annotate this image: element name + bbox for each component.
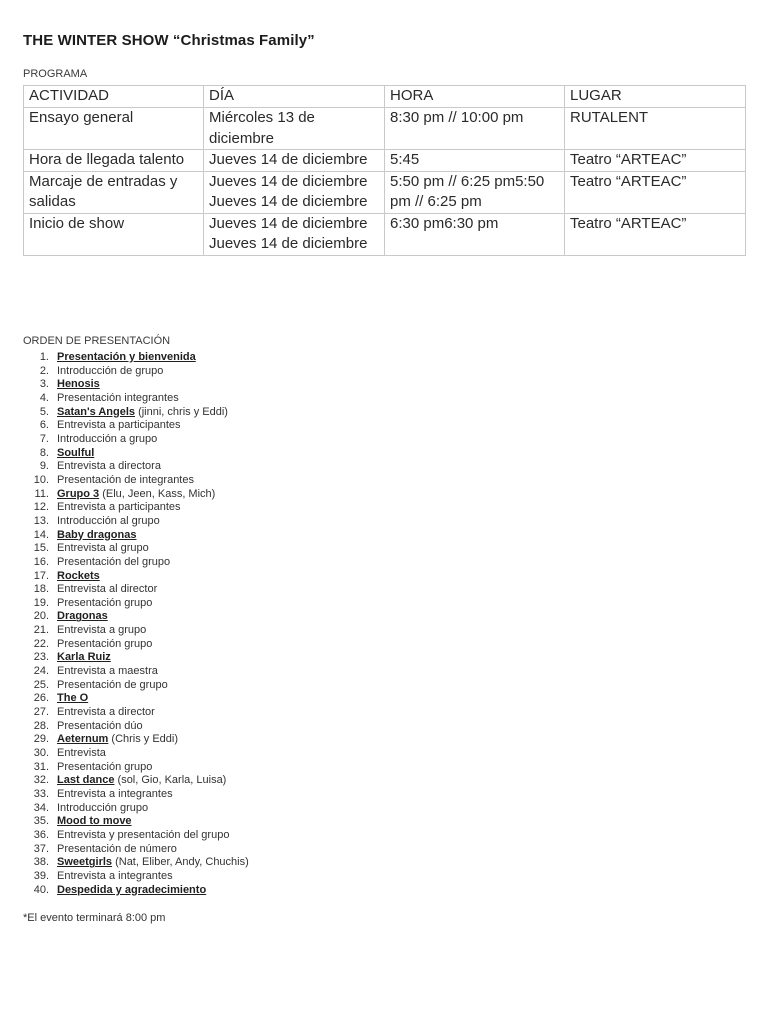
end-note: *El evento terminará 8:00 pm <box>23 912 166 924</box>
cell-hora: 5:50 pm // 6:25 pm5:50 pm // 6:25 pm <box>385 171 565 213</box>
cell-actividad: Inicio de show <box>24 213 204 255</box>
cell-hora: 8:30 pm // 10:00 pm <box>385 108 565 150</box>
list-item-label: Presentación del grupo <box>57 555 171 568</box>
list-item-label: Entrevista a integrantes <box>57 788 173 800</box>
list-item-number: 2. <box>39 364 49 377</box>
list-item-act-name: Sweetgirls <box>57 856 113 869</box>
table-row <box>24 171 746 213</box>
cell-hora: 5:45 <box>385 150 565 172</box>
list-item-label: Entrevista a grupo <box>57 624 147 637</box>
list-item-number: 33. <box>33 788 49 800</box>
list-item <box>23 788 523 802</box>
list-item-act-name: Soulful <box>57 446 95 459</box>
list-item-members: (Elu, Jeen, Kass, Mich) <box>99 487 216 500</box>
list-item-label: Entrevista a integrantes <box>57 869 173 882</box>
list-item-number: 6. <box>39 419 49 432</box>
table-row <box>24 213 746 255</box>
cell-dia: Jueves 14 de diciembre Jueves 14 de diciembre <box>204 171 385 213</box>
list-item-act-name: Satan's Angels <box>57 405 136 418</box>
list-item <box>23 351 523 365</box>
list-item <box>23 542 523 556</box>
list-item-members: (Chris y Eddi) <box>108 733 179 746</box>
list-item-label: Entrevista a director <box>57 706 155 719</box>
list-item-number: 31. <box>33 760 49 773</box>
list-item <box>23 406 523 420</box>
list-item <box>23 692 523 706</box>
list-item <box>23 624 523 638</box>
list-item-label: Entrevista al director <box>57 583 158 596</box>
list-item-number: 30. <box>33 747 49 760</box>
schedule-table <box>23 85 746 256</box>
list-item <box>23 829 523 843</box>
list-item <box>23 515 523 529</box>
list-item-number: 36. <box>33 828 49 841</box>
list-item-number: 11. <box>34 487 49 500</box>
list-item-label: Introducción de grupo <box>57 364 164 377</box>
list-item <box>23 556 523 570</box>
cell-dia: Jueves 14 de diciembre Jueves 14 de diciembre <box>204 213 385 255</box>
page-title: THE WINTER SHOW “Christmas Family” <box>23 32 315 49</box>
list-item <box>23 447 523 461</box>
list-item-number: 8. <box>39 446 49 459</box>
list-item-label: Introducción al grupo <box>57 514 160 527</box>
list-item <box>23 392 523 406</box>
list-item-label: Entrevista a participantes <box>57 419 181 432</box>
list-item <box>23 419 523 433</box>
list-item <box>23 433 523 447</box>
list-item-act-name: Dragonas <box>57 610 108 623</box>
list-item-number: 32. <box>33 774 49 787</box>
list-item-number: 4. <box>39 391 49 404</box>
list-item <box>23 365 523 379</box>
list-item <box>23 720 523 734</box>
list-item <box>23 747 523 761</box>
list-item-act-name: Mood to move <box>57 815 132 828</box>
list-item-act-name: Presentación y bienvenida <box>57 351 196 363</box>
list-item-label: Introducción a grupo <box>57 432 158 445</box>
list-item-number: 24. <box>33 665 49 678</box>
list-item-number: 20. <box>33 610 49 623</box>
list-item-label: Entrevista a maestra <box>57 665 158 678</box>
list-item-number: 3. <box>39 378 49 391</box>
list-item-number: 40. <box>33 883 49 896</box>
list-item-number: 28. <box>33 719 49 732</box>
list-item-act-name: Grupo 3 <box>57 487 100 500</box>
list-item-act-name: Karla Ruiz <box>57 651 111 664</box>
list-item-number: 34. <box>33 801 49 814</box>
list-item-number: 12. <box>33 501 49 514</box>
table-row <box>24 108 746 150</box>
list-item-label: Presentación de grupo <box>57 678 168 691</box>
list-item-number: 29. <box>33 733 49 746</box>
list-item <box>23 651 523 665</box>
list-item-members: (Nat, Eliber, Andy, Chuchis) <box>112 856 249 869</box>
list-item-label: Presentación de número <box>57 842 177 855</box>
list-item <box>23 679 523 693</box>
list-item-label: Presentación dúo <box>57 719 143 732</box>
list-item <box>23 570 523 584</box>
cell-hora: 6:30 pm6:30 pm <box>385 213 565 255</box>
list-item <box>23 761 523 775</box>
cell-lugar: RUTALENT <box>565 108 746 150</box>
list-item-act-name: Despedida y agradecimiento <box>57 883 207 896</box>
list-item <box>23 460 523 474</box>
list-item-number: 9. <box>39 460 49 473</box>
list-item-label: Entrevista al grupo <box>57 542 149 555</box>
list-item <box>23 706 523 720</box>
list-item-number: 39. <box>33 869 49 882</box>
list-item-number: 17. <box>33 569 49 582</box>
list-item-label: Entrevista a participantes <box>57 501 181 514</box>
list-item-label: Presentación grupo <box>57 637 153 650</box>
list-item-number: 25. <box>33 678 49 691</box>
list-item-number: 19. <box>33 596 49 609</box>
list-item <box>23 802 523 816</box>
list-item <box>23 774 523 788</box>
header-actividad: ACTIVIDAD <box>24 86 204 108</box>
list-item-number: 10. <box>33 473 49 486</box>
list-item-act-name: Henosis <box>57 378 100 391</box>
list-item <box>23 610 523 624</box>
list-item-number: 15. <box>33 542 49 555</box>
list-item-act-name: The O <box>57 692 89 705</box>
list-item <box>23 638 523 652</box>
list-item <box>23 378 523 392</box>
table-header-row <box>24 86 746 108</box>
list-item <box>23 597 523 611</box>
cell-actividad: Ensayo general <box>24 108 204 150</box>
cell-lugar: Teatro “ARTEAC” <box>565 171 746 213</box>
header-dia: DÍA <box>204 86 385 108</box>
list-item <box>23 501 523 515</box>
header-hora: HORA <box>385 86 565 108</box>
list-item-number: 5. <box>39 405 49 418</box>
list-item <box>23 856 523 870</box>
list-item <box>23 884 523 898</box>
programa-label: PROGRAMA <box>23 68 88 80</box>
list-item-members: (jinni, chris y Eddi) <box>135 405 228 418</box>
list-item-label: Presentación de integrantes <box>57 473 194 486</box>
cell-dia: Miércoles 13 de diciembre <box>204 108 385 150</box>
list-item-number: 26. <box>33 692 49 705</box>
list-item-number: 7. <box>39 432 49 445</box>
list-item <box>23 733 523 747</box>
list-item-number: 13. <box>33 514 49 527</box>
list-item <box>23 815 523 829</box>
list-item-act-name: Baby dragonas <box>57 528 137 541</box>
list-item <box>23 474 523 488</box>
list-item-number: 21. <box>33 624 49 637</box>
cell-dia: Jueves 14 de diciembre <box>204 150 385 172</box>
list-item-label: Entrevista <box>57 747 106 760</box>
cell-lugar: Teatro “ARTEAC” <box>565 213 746 255</box>
list-item <box>23 843 523 857</box>
list-item-label: Presentación integrantes <box>57 391 179 404</box>
list-item-number: 22. <box>33 637 49 650</box>
list-item-number: 18. <box>33 583 49 596</box>
cell-lugar: Teatro “ARTEAC” <box>565 150 746 172</box>
list-item-label: Introducción grupo <box>57 801 149 814</box>
list-item <box>23 870 523 884</box>
list-item-label: Presentación grupo <box>57 596 153 609</box>
list-item <box>23 488 523 502</box>
presentation-order-list <box>23 351 523 897</box>
table-row <box>24 150 746 172</box>
cell-actividad: Marcaje de entradas y salidas <box>24 171 204 213</box>
list-item <box>23 665 523 679</box>
list-item-label: Entrevista y presentación del grupo <box>57 828 230 841</box>
list-item <box>23 583 523 597</box>
list-item-number: 14. <box>33 528 49 541</box>
list-item-number: 1. <box>39 351 49 363</box>
list-item-number: 16. <box>33 555 49 568</box>
list-item-number: 38. <box>33 856 49 869</box>
list-item-number: 35. <box>33 815 49 828</box>
list-item-number: 23. <box>33 651 49 664</box>
list-item <box>23 529 523 543</box>
list-item-label: Presentación grupo <box>57 760 153 773</box>
list-item-label: Entrevista a directora <box>57 460 161 473</box>
header-lugar: LUGAR <box>565 86 746 108</box>
list-item-number: 27. <box>33 706 49 719</box>
orden-label: ORDEN DE PRESENTACIÓN <box>23 335 171 347</box>
list-item-act-name: Aeternum <box>57 733 109 746</box>
list-item-number: 37. <box>33 842 49 855</box>
list-item-members: (sol, Gio, Karla, Luisa) <box>114 774 227 787</box>
list-item-act-name: Rockets <box>57 569 100 582</box>
list-item-act-name: Last dance <box>57 774 115 787</box>
cell-actividad: Hora de llegada talento <box>24 150 204 172</box>
